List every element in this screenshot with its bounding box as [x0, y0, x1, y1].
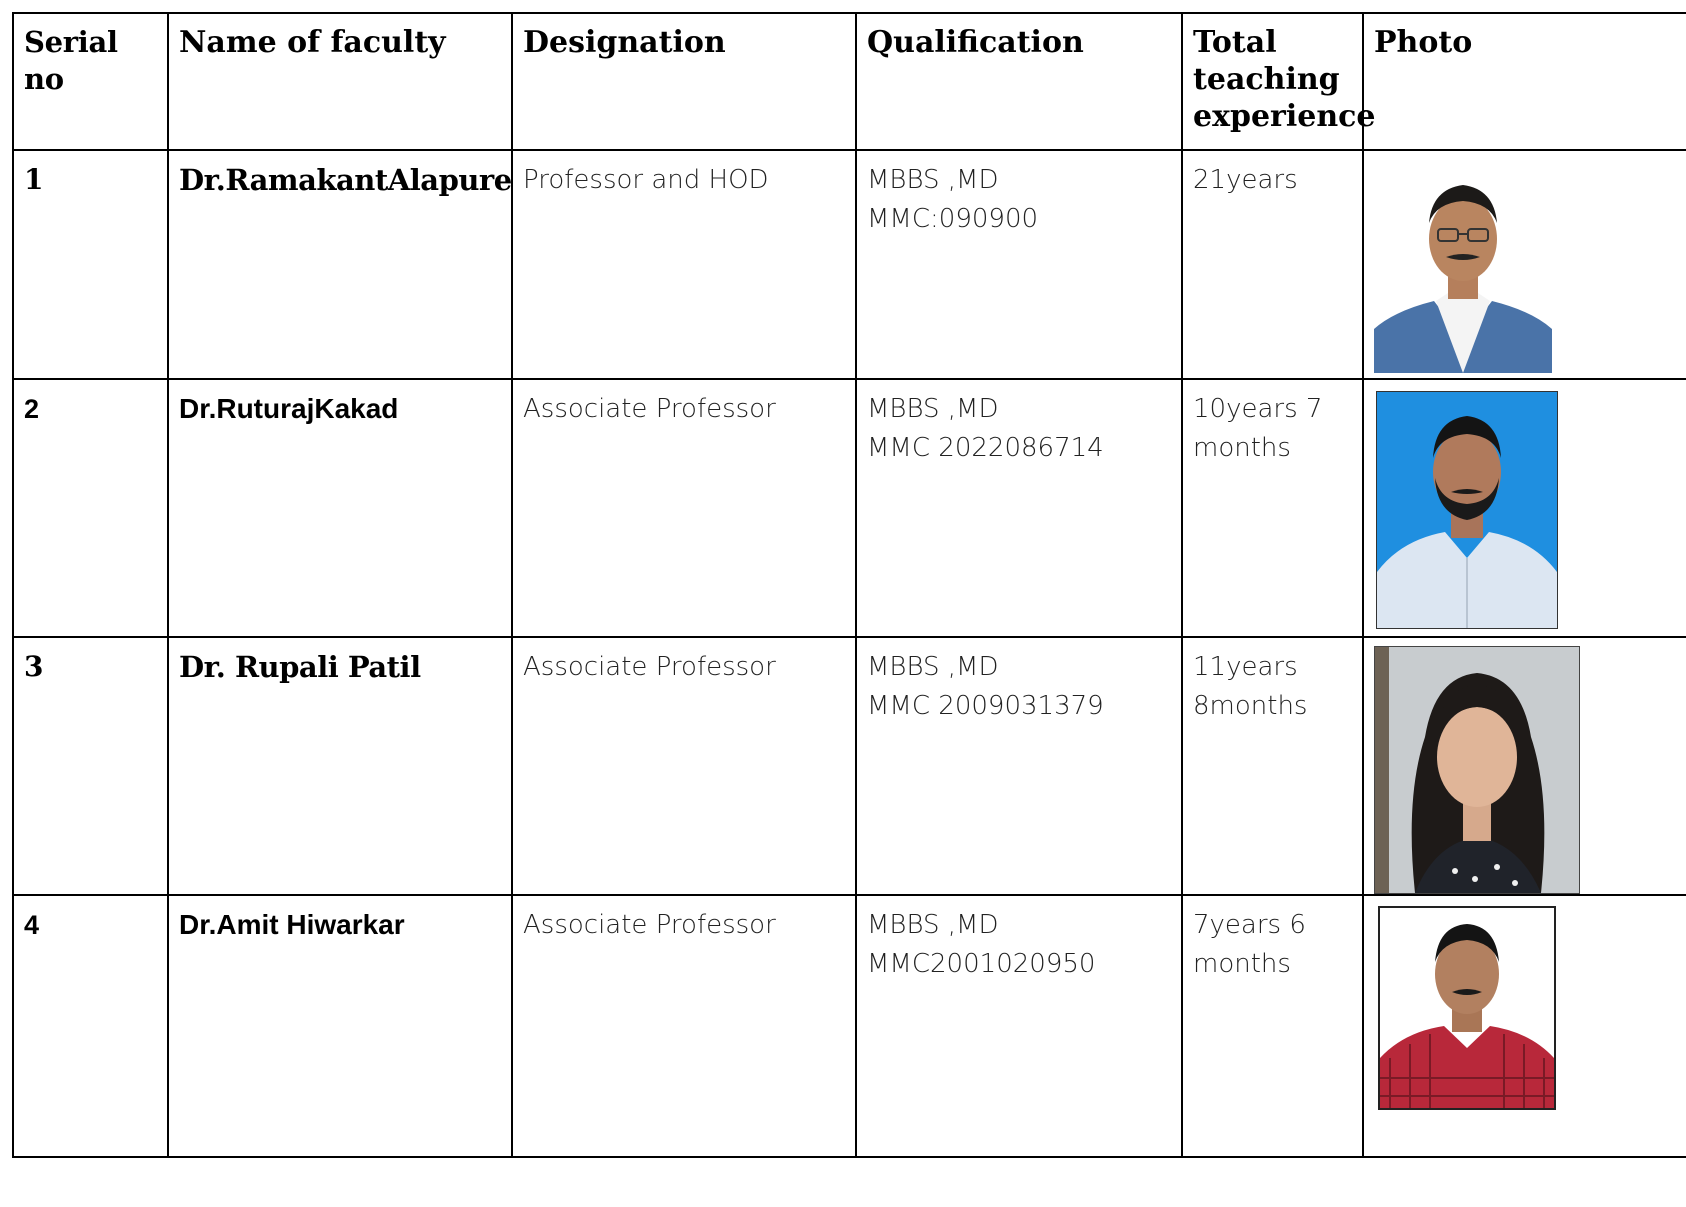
- qualification-text: MBBS ,MD: [867, 165, 999, 195]
- photo-cell: [1363, 637, 1686, 895]
- faculty-table: [12, 12, 1686, 1158]
- photo-cell: [1363, 895, 1686, 1157]
- qualification-cell: [856, 895, 1182, 1157]
- header-name-of-faculty: Name of faculty: [168, 13, 512, 150]
- experience-text: 11years 8months: [1193, 652, 1308, 721]
- serial-cell: 2: [13, 379, 168, 637]
- qualification-text: MBBS ,MD: [867, 652, 999, 682]
- portrait-photo-icon: [1376, 391, 1558, 629]
- table-row: [13, 637, 1686, 895]
- header-photo: Photo: [1363, 13, 1686, 150]
- designation-text: Associate Professor: [523, 910, 776, 940]
- header-serial-no: Serial no: [13, 13, 168, 150]
- faculty-name-cell: [168, 637, 512, 895]
- designation-cell: [512, 895, 856, 1157]
- portrait-photo-icon: [1374, 646, 1580, 894]
- header-designation: Designation: [512, 13, 856, 150]
- experience-cell: [1182, 895, 1363, 1157]
- designation-cell: [512, 150, 856, 379]
- faculty-name-cell: [168, 379, 512, 637]
- designation-text: Professor and HOD: [523, 165, 769, 195]
- serial-cell: 3: [13, 637, 168, 895]
- table-row: [13, 895, 1686, 1157]
- header-total-teaching-experience: Total teaching experience: [1182, 13, 1363, 150]
- experience-cell: [1182, 637, 1363, 895]
- qualification-text: MBBS ,MD: [867, 910, 999, 940]
- registration-text: MMC 2009031379: [867, 691, 1104, 721]
- qualification-cell: [856, 379, 1182, 637]
- registration-text: MMC2001020950: [867, 949, 1096, 979]
- table-row: [13, 379, 1686, 637]
- experience-cell: [1182, 379, 1363, 637]
- photo-cell: [1363, 379, 1686, 637]
- serial-cell: 4: [13, 895, 168, 1157]
- experience-text: 7years 6 months: [1193, 910, 1306, 979]
- designation-cell: [512, 637, 856, 895]
- designation-text: Associate Professor: [523, 394, 776, 424]
- experience-text: 21years: [1193, 165, 1298, 195]
- qualification-cell: [856, 637, 1182, 895]
- designation-cell: [512, 379, 856, 637]
- faculty-name: Dr.Amit Hiwarkar: [179, 909, 405, 940]
- portrait-photo-icon: [1374, 161, 1552, 373]
- photo-cell: [1363, 150, 1686, 379]
- table-header-row: [13, 13, 1686, 150]
- qualification-text: MBBS ,MD: [867, 394, 999, 424]
- faculty-name-cell: [168, 895, 512, 1157]
- header-qualification: Qualification: [856, 13, 1182, 150]
- faculty-name: Dr. Rupali Patil: [179, 650, 421, 684]
- registration-text: MMC:090900: [867, 204, 1039, 234]
- experience-cell: [1182, 150, 1363, 379]
- registration-text: MMC 2022086714: [867, 433, 1104, 463]
- serial-cell: 1: [13, 150, 168, 379]
- faculty-name: Dr.RuturajKakad: [179, 393, 399, 424]
- faculty-name-cell: [168, 150, 512, 379]
- qualification-cell: [856, 150, 1182, 379]
- experience-text: 10years 7 months: [1193, 394, 1323, 463]
- faculty-name: Dr.RamakantAlapure: [179, 163, 512, 197]
- portrait-photo-icon: [1378, 906, 1556, 1110]
- table-row: [13, 150, 1686, 379]
- designation-text: Associate Professor: [523, 652, 776, 682]
